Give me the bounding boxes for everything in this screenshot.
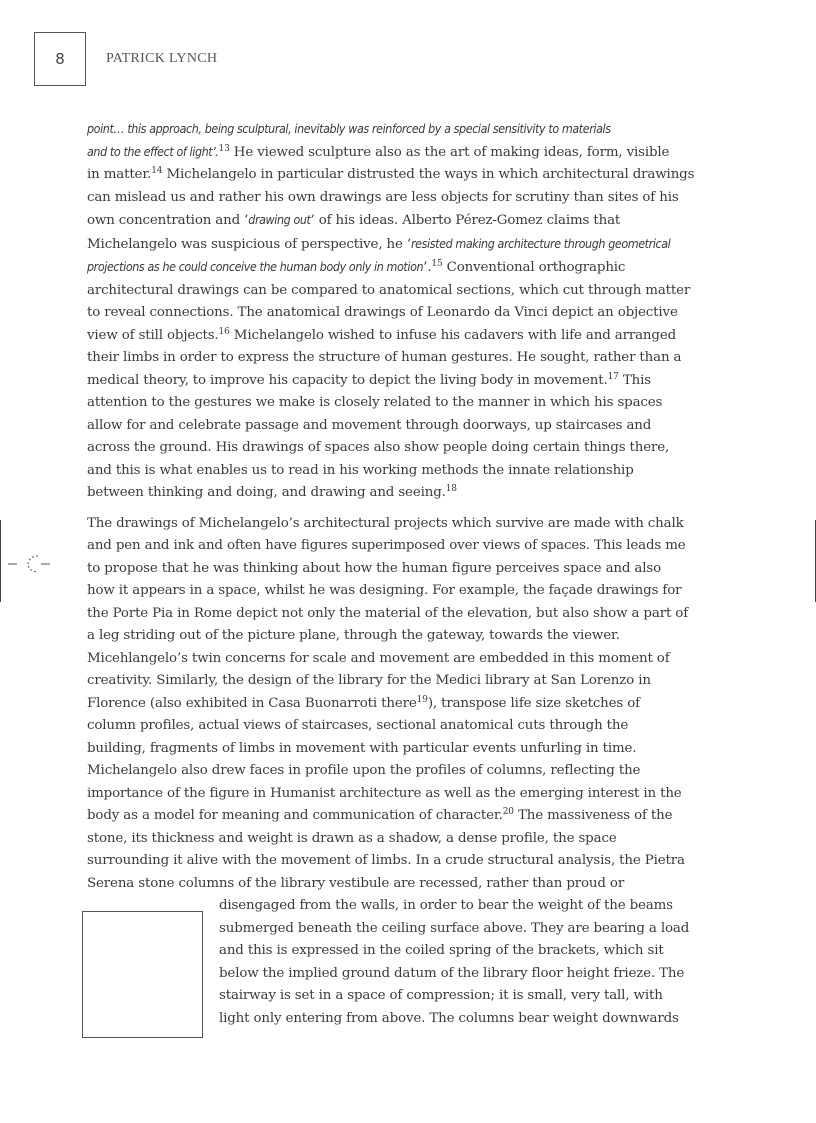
text-line: stairway is set in a space of compression; it is small, very tall, with — [219, 988, 663, 1003]
page-number: 8 — [34, 32, 86, 86]
figure-placeholder — [82, 911, 203, 1038]
footnote-ref: 18 — [445, 484, 457, 494]
text-line: surrounding it alive with the movement of limbs. In a crude structural analysis, the Pietra — [87, 853, 685, 868]
text-line: across the ground. His drawings of spaces also show people doing certain things there, — [87, 440, 670, 455]
text-line: and pen and ink and often have figures superimposed over views of spaces. This leads me — [87, 538, 686, 553]
text-line: The drawings of Michelangelo’s architectural projects which survive are made with chalk — [87, 515, 684, 531]
text-line: below the implied ground datum of the library floor height frieze. The — [219, 965, 685, 981]
text-line: projections as he could conceive the human body only in motion’.$^{15}$ Conventional orthographic — [87, 259, 626, 275]
text-line: Florence (also exhibited in Casa Buonarroti there$^{19}$), transpose life size sketches of — [87, 694, 640, 711]
text-line: point… this approach, being sculptural, inevitably was reinforced by a special sensitivity to materials — [87, 121, 611, 136]
text-line: Michelangelo was suspicious of perspective, he ‘resisted making architecture through geometrical — [87, 235, 671, 252]
text-line: to propose that he was thinking about how the human figure perceives space and also — [87, 560, 661, 576]
text-line: the Porte Pia in Rome depict not only the material of the elevation, but also show a part of — [87, 605, 688, 621]
text-line: architectural drawings can be compared to anatomical sections, which cut through matter — [87, 282, 691, 298]
text-line: medical theory, to improve his capacity to depict the living body in movement.$^{17}$ This — [87, 371, 651, 388]
footnote-ref: 17 — [607, 371, 619, 382]
footnote-ref: 15 — [431, 259, 443, 269]
text-line: and this is expressed in the coiled spring of the brackets, which sit — [219, 943, 664, 958]
text-line: own concentration and ‘drawing out’ of his ideas. Alberto Pérez-Gomez claims that — [87, 212, 621, 228]
running-head: PATRICK LYNCH — [106, 51, 218, 66]
text-line: attention to the gestures we make is closely related to the manner in which his spaces — [87, 395, 663, 410]
text-line: and to the effect of light’.$^{13}$ He viewed sculpture also as the art of making ideas, form, visible — [87, 143, 670, 160]
text-line: how it appears in a space, whilst he was designing. For example, the façade drawings for — [87, 583, 682, 598]
text-line: to reveal connections. The anatomical drawings of Leonardo da Vinci depict an objective — [87, 305, 678, 320]
text-line: Serena stone columns of the library vestibule are recessed, rather than proud or — [87, 875, 625, 891]
text-line: and this is what enables us to read in his working methods the innate relationship — [87, 462, 634, 478]
footnote-ref: 20 — [502, 807, 514, 817]
text-line: view of still objects.$^{16}$ Michelangelo wished to infuse his cadavers with life and arranged — [87, 326, 677, 343]
footnote-ref: 13 — [218, 143, 230, 154]
body-text — [87, 118, 697, 1030]
registration-mark-icon — [8, 550, 52, 578]
text-line: column profiles, actual views of staircases, sectional anatomical cuts through the — [87, 718, 629, 733]
footnote-ref: 16 — [218, 326, 230, 337]
text-line: Michelangelo also drew faces in profile upon the profiles of columns, reflecting the — [87, 763, 641, 778]
text-line: can mislead us and rather his own drawings are less objects for scrutiny than sites of his — [87, 189, 679, 205]
text-line: disengaged from the walls, in order to bear the weight of the beams — [219, 898, 673, 913]
text-line: their limbs in order to express the structure of human gestures. He sought, rather than a — [87, 350, 682, 365]
text-line: body as a model for meaning and communication of character.$^{20}$ The massiveness of the — [87, 807, 673, 823]
footnote-ref: 19 — [416, 694, 428, 705]
text-line: in matter.$^{14}$ Michelangelo in particular distrusted the ways in which architectural drawings — [87, 166, 695, 182]
footnote-ref: 14 — [151, 166, 163, 176]
text-line: Micehlangelo’s twin concerns for scale and movement are embedded in this moment of — [87, 650, 670, 666]
text-line: allow for and celebrate passage and movement through doorways, up staircases and — [87, 417, 652, 433]
text-line: stone, its thickness and weight is drawn as a shadow, a dense profile, the space — [87, 830, 617, 846]
text-line: between thinking and doing, and drawing and seeing.$^{18}$ — [87, 484, 457, 500]
text-line: creativity. Similarly, the design of the library for the Medici library at San Lorenzo in — [87, 673, 651, 688]
text-line: building, fragments of limbs in movement with particular events unfurling in time. — [87, 740, 637, 756]
text-line: a leg striding out of the picture plane, through the gateway, towards the viewer. — [87, 628, 620, 643]
text-line: light only entering from above. The columns bear weight downwards — [219, 1010, 679, 1026]
text-line: submerged beneath the ceiling surface above. They are bearing a load — [219, 920, 690, 936]
paragraph-1 — [87, 118, 697, 505]
text-line: importance of the figure in Humanist architecture as well as the emerging interest in the — [87, 785, 682, 801]
crop-mark-left — [0, 520, 1, 602]
